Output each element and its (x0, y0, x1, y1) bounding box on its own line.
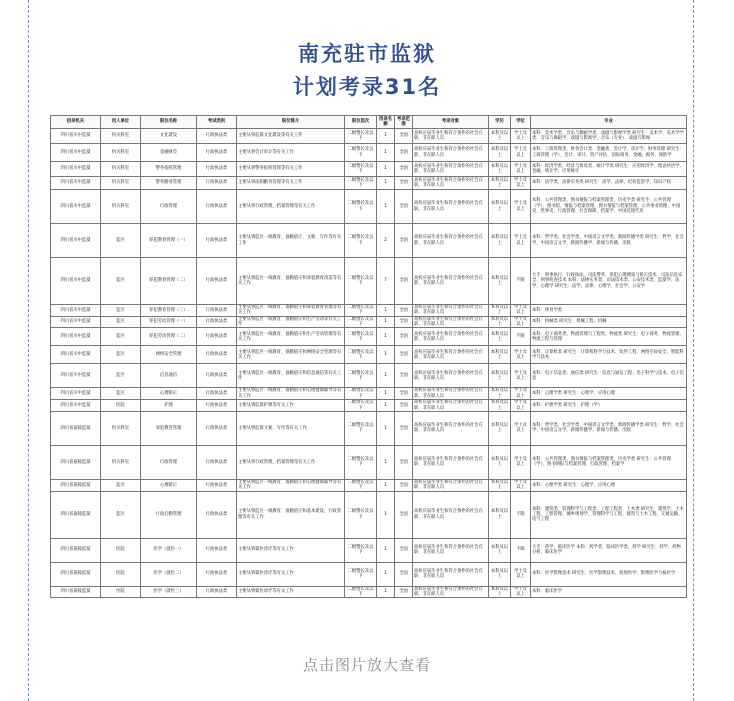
cell-major: 本科：计算机类 研究生：计算机科学与技术、软件工程、网络空间安全、智能科学与技术 (531, 346, 687, 364)
cell-education: 本科及以上 (489, 316, 511, 328)
cell-position: 心理矫正 (141, 388, 197, 400)
table-row (51, 316, 687, 328)
cell-major: 本科：护理学类 研究生：护理（学） (531, 400, 687, 412)
cell-degree: 不限 (511, 258, 531, 305)
cell-unit: 监区 (101, 224, 141, 258)
cell-unit: 监区 (101, 305, 141, 317)
cell-description: 主要从事监区一线教育、备勤值守和生产劳动等有关工作 (237, 316, 345, 328)
cell-quota: 1 (377, 411, 395, 445)
cell-level: 二级警长及以下 (345, 177, 377, 190)
cell-major: 本科：法学类、法律实务类 研究生：法学、法律、纪检监察学、知识产权 (531, 177, 687, 190)
cell-education: 本科及以上 (489, 491, 511, 538)
col-header: 学位 (511, 116, 531, 129)
cell-education: 本科及以上 (489, 400, 511, 412)
col-header: 用人单位 (101, 116, 141, 129)
cell-description: 主要从事监狱文秘、写作等有关工作 (237, 411, 345, 445)
cell-scope: 全国 (395, 445, 413, 479)
cell-quota: 1 (377, 328, 395, 346)
cell-target: 高校应届毕业生和符合条件的社会在职、非在职人员 (413, 491, 489, 538)
cell-degree: 学士及以上 (511, 411, 531, 445)
cell-agency: 四川省川中监狱 (51, 328, 101, 346)
cell-degree: 学士及以上 (511, 305, 531, 317)
cell-degree: 学士及以上 (511, 177, 531, 190)
cell-unit: 机关科室 (101, 190, 141, 224)
cell-scope: 全国 (395, 328, 413, 346)
cell-degree: 学士及以上 (511, 162, 531, 177)
cell-quota: 1 (377, 479, 395, 491)
cell-scope: 全国 (395, 162, 413, 177)
cell-description: 主要从事会计审计等有关工作 (237, 144, 345, 162)
cell-major: 本科：公共管理类、图书情报与档案管理类、历史学类 研究生：公共管理（学）、图书情报与档案管理、行政管理、档案学 (531, 445, 687, 479)
cell-description: 主要从事监区一线教育、备勤值守和心理健康辅导等有关工作 (237, 479, 345, 491)
cell-degree: 学士及以上 (511, 144, 531, 162)
cell-major: 本科：美术学类、音乐与舞蹈学类、戏剧与影视学类 研究生：美术学、美术学学类、音乐与舞蹈学、戏剧与影视学、音乐（专业）、戏剧与影视 (531, 129, 687, 144)
cell-level: 二级警长及以下 (345, 162, 377, 177)
cell-level: 二级警长及以下 (345, 305, 377, 317)
table-row (51, 364, 687, 388)
cell-quota: 1 (377, 400, 395, 412)
cell-quota: 1 (377, 538, 395, 562)
table-row (51, 190, 687, 224)
cell-position: 信息通信 (141, 364, 197, 388)
cell-scope: 全国 (395, 364, 413, 388)
cell-level: 二级警长及以下 (345, 538, 377, 562)
table-row (51, 224, 687, 258)
cell-position: 医学（就医二） (141, 562, 197, 586)
cell-position: 行政管理 (141, 445, 197, 479)
cell-unit: 机关科室 (101, 162, 141, 177)
cell-level: 二级警长及以下 (345, 445, 377, 479)
cell-education: 本科及以上 (489, 364, 511, 388)
cell-level: 二级警长及以下 (345, 144, 377, 162)
cell-quota: 1 (377, 346, 395, 364)
cell-target: 高校应届毕业生和符合条件的社会在职、非在职人员 (413, 586, 489, 598)
cell-description: 主要从事法制勤务管理等有关工作 (237, 177, 345, 190)
cell-quota: 1 (377, 586, 395, 598)
cell-exam-type: 行政执法类 (197, 400, 237, 412)
cell-description: 主要从事狱医诊疗等有关工作 (237, 562, 345, 586)
cell-quota: 1 (377, 190, 395, 224)
cell-major: 本科：电子信息类、通信类 研究生：信息与通信工程、电子科学与技术、电子信息 (531, 364, 687, 388)
cell-level: 二级警长及以下 (345, 400, 377, 412)
cell-level: 二级警长及以下 (345, 586, 377, 598)
cell-target: 高校应届毕业生和符合条件的社会在职、非在职人员 (413, 177, 489, 190)
cell-degree: 学士及以上 (511, 445, 531, 479)
cell-quota: 2 (377, 224, 395, 258)
cell-education: 本科及以上 (489, 190, 511, 224)
cell-quota: 1 (377, 445, 395, 479)
col-header: 招录名额 (377, 116, 395, 129)
cell-unit: 医院 (101, 538, 141, 562)
cell-level: 二级警长及以下 (345, 411, 377, 445)
cell-exam-type: 行政执法类 (197, 258, 237, 305)
col-header: 招录机关 (51, 116, 101, 129)
cell-exam-type: 行政执法类 (197, 479, 237, 491)
cell-education: 本科及以上 (489, 224, 511, 258)
cell-level: 二级警长及以下 (345, 479, 377, 491)
cell-agency: 四川省川中监狱 (51, 305, 101, 317)
cell-education: 本科及以上 (489, 411, 511, 445)
cell-education: 本科及以上 (489, 388, 511, 400)
cell-unit: 监区 (101, 258, 141, 305)
cell-exam-type: 行政执法类 (197, 224, 237, 258)
cell-agency: 四川省嘉陵监狱 (51, 586, 101, 598)
cell-degree: 学士及以上 (511, 190, 531, 224)
cell-scope: 全国 (395, 305, 413, 317)
cell-major: 本科：建筑类、管理科学与工程类、工程工程类、土木类 研究生：建筑学、土木工程、工程管理、城乡规划学、管理科学与工程、建筑与土木工程、交通运输、电气工程 (531, 491, 687, 538)
table-header-row (51, 116, 687, 129)
cell-exam-type: 行政执法类 (197, 144, 237, 162)
cell-education: 本科及以上 (489, 129, 511, 144)
cell-degree: 学士及以上 (511, 364, 531, 388)
table-row (51, 411, 687, 445)
cell-target: 高校应届毕业生和符合条件的社会在职、非在职人员 (413, 129, 489, 144)
cell-target: 高校应届毕业生和符合条件的社会在职、非在职人员 (413, 445, 489, 479)
cell-degree: 学士及以上 (511, 586, 531, 598)
cell-agency: 四川省川中监狱 (51, 258, 101, 305)
cell-target: 高校应届毕业生和符合条件的社会在职、非在职人员 (413, 479, 489, 491)
cell-target: 高校应届毕业生和符合条件的社会在职、非在职人员 (413, 190, 489, 224)
cell-description: 主要从事监区一线教育、备勤值守和罪犯教育管理等有关工作 (237, 305, 345, 317)
table-row (51, 346, 687, 364)
cell-position: 罪犯劳动管理（一） (141, 316, 197, 328)
cell-level: 二级警长及以下 (345, 316, 377, 328)
cell-agency: 四川省川中监狱 (51, 190, 101, 224)
cell-scope: 全国 (395, 346, 413, 364)
cell-position: 心理矫正 (141, 479, 197, 491)
cell-position: 罪犯教育管理（三） (141, 305, 197, 317)
cell-position: 罪犯教育管理（一） (141, 224, 197, 258)
cell-description: 主要从事狱医诊疗等有关工作 (237, 538, 345, 562)
table-row (51, 177, 687, 190)
cell-position: 金融财会 (141, 144, 197, 162)
cell-target: 高校应届毕业生和符合条件的社会在职、非在职人员 (413, 328, 489, 346)
table-row (51, 586, 687, 598)
table-row (51, 562, 687, 586)
cell-agency: 四川省嘉陵监狱 (51, 445, 101, 479)
cell-agency: 四川省川中监狱 (51, 224, 101, 258)
cell-agency: 四川省嘉陵监狱 (51, 562, 101, 586)
table-row (51, 129, 687, 144)
cell-quota: 1 (377, 491, 395, 538)
cell-level: 二级警长及以下 (345, 388, 377, 400)
cell-position: 警务指挥管理 (141, 162, 197, 177)
cell-target: 高校应届毕业生和符合条件的社会在职、非在职人员 (413, 316, 489, 328)
cell-description: 主要从事监区一线教育、备勤值守和基本建设、行政管理等有关工作 (237, 491, 345, 538)
cell-description: 主要从事监区一线教育、备勤值守和心理健康辅导等有关工作 (237, 388, 345, 400)
cell-target: 高校应届毕业生和符合条件的社会在职、非在职人员 (413, 144, 489, 162)
cell-major: 本科：临床医学 (531, 586, 687, 598)
cell-position: 医学（就医一） (141, 538, 197, 562)
cell-unit: 机关科室 (101, 411, 141, 445)
table-row (51, 388, 687, 400)
col-header: 职位简介 (237, 116, 345, 129)
cell-description: 主要从事监区一线教育、备勤值守和网络安全管理等有关工作 (237, 346, 345, 364)
cell-position: 警务勤务管理 (141, 177, 197, 190)
cell-target: 高校应届毕业生和符合条件的社会在职、非在职人员 (413, 538, 489, 562)
cell-education: 本科及以上 (489, 328, 511, 346)
cell-level: 二级警长及以下 (345, 364, 377, 388)
table-row (51, 445, 687, 479)
cell-major: 大专：刑事执行、行政执法、司法警务、罪犯心理测量与矫正技术、司法信息安全、刑事侦查技术 本科：法律实务类、司法技术类、公安技术类、监狱学、法学、心理学 研究生：法学、法律、心理学、社会学、公安学 (531, 258, 687, 305)
cell-scope: 全国 (395, 479, 413, 491)
cell-scope: 全国 (395, 144, 413, 162)
cell-exam-type: 行政执法类 (197, 364, 237, 388)
cell-education: 本科及以上 (489, 144, 511, 162)
cell-target: 高校应届毕业生和符合条件的社会在职、非在职人员 (413, 400, 489, 412)
click-to-enlarge-caption[interactable]: 点击图片放大查看 (302, 656, 431, 674)
cell-major: 本科：经济学类、经济与贸易类、统计学类 研究生：应用经济学、理论经济学、金融、统计学、应用统计 (531, 162, 687, 177)
cell-agency: 四川省嘉陵监狱 (51, 538, 101, 562)
cell-description: 主要从事监区一线教育、备勤值守、文秘、写作等有关工作 (237, 224, 345, 258)
cell-quota: 1 (377, 162, 395, 177)
cell-target: 高校应届毕业生和符合条件的社会在职、非在职人员 (413, 411, 489, 445)
cell-scope: 全国 (395, 491, 413, 538)
cell-quota: 1 (377, 305, 395, 317)
col-header: 考试类别 (197, 116, 237, 129)
cell-exam-type: 行政执法类 (197, 411, 237, 445)
cell-quota: 1 (377, 388, 395, 400)
cell-position: 护理 (141, 400, 197, 412)
cell-education: 本科及以上 (489, 586, 511, 598)
cell-exam-type: 行政执法类 (197, 538, 237, 562)
cell-description: 主要从事行政管理、档案管理等有关工作 (237, 445, 345, 479)
cell-agency: 四川省川中监狱 (51, 129, 101, 144)
cell-exam-type: 行政执法类 (197, 388, 237, 400)
cell-target: 高校应届毕业生和符合条件的社会在职、非在职人员 (413, 305, 489, 317)
cell-description: 主要从事行政管理、档案管理等有关工作 (237, 190, 345, 224)
table-row (51, 144, 687, 162)
cell-position: 医学（就医三） (141, 586, 197, 598)
cell-degree: 不限 (511, 328, 531, 346)
cell-target: 高校应届毕业生和符合条件的社会在职、非在职人员 (413, 258, 489, 305)
cell-quota: 1 (377, 562, 395, 586)
cell-agency: 四川省川中监狱 (51, 346, 101, 364)
cell-major: 本科：电子商务类、物流管理与工程类、物流类 研究生：电子商务、物流管理、物流工程与管理 (531, 328, 687, 346)
cell-scope: 全国 (395, 258, 413, 305)
cell-exam-type: 行政执法类 (197, 491, 237, 538)
cell-education: 本科及以上 (489, 538, 511, 562)
cell-degree: 学士及以上 (511, 388, 531, 400)
cell-unit: 监区 (101, 346, 141, 364)
cell-major: 本科：医学影像技术 研究生：医学影像技术、放射医学、影像医学与核医学 (531, 562, 687, 586)
cell-scope: 全国 (395, 190, 413, 224)
cell-scope: 全国 (395, 316, 413, 328)
cell-education: 本科及以上 (489, 346, 511, 364)
cell-education: 本科及以上 (489, 445, 511, 479)
cell-degree: 学士及以上 (511, 129, 531, 144)
cell-scope: 全国 (395, 177, 413, 190)
cell-description: 主要从事监狱护理等有关工作 (237, 400, 345, 412)
cell-position: 罪犯劳动管理（二） (141, 328, 197, 346)
cell-unit: 医院 (101, 562, 141, 586)
cell-agency: 四川省川中监狱 (51, 316, 101, 328)
cell-scope: 全国 (395, 586, 413, 598)
cell-exam-type: 行政执法类 (197, 305, 237, 317)
cell-unit: 监区 (101, 491, 141, 538)
cell-position: 网络安全管理 (141, 346, 197, 364)
cell-agency: 四川省川中监狱 (51, 400, 101, 412)
col-header: 学历 (489, 116, 511, 129)
cell-exam-type: 行政执法类 (197, 162, 237, 177)
cell-description: 主要从事警务指挥管理等有关工作 (237, 162, 345, 177)
cell-scope: 全国 (395, 562, 413, 586)
cell-position: 罪犯教育管理 (141, 411, 197, 445)
cell-unit: 机关科室 (101, 177, 141, 190)
cell-major: 本科：机械类 研究生：机械工程、机械 (531, 316, 687, 328)
cell-exam-type: 行政执法类 (197, 177, 237, 190)
page-title: 南充驻市监狱 (298, 42, 436, 66)
cell-target: 高校应届毕业生和符合条件的社会在职、非在职人员 (413, 162, 489, 177)
cell-description: 主要从事监区一线教育、备勤值守和生产劳动管理等有关工作 (237, 328, 345, 346)
cell-target: 高校应届毕业生和符合条件的社会在职、非在职人员 (413, 224, 489, 258)
cell-major: 本科：哲学类、社会学类、中国语言文学类、新闻传播学类 研究生：哲学、社会学、中国语言文学、新闻传播学、新闻与传播、出版 (531, 224, 687, 258)
cell-level: 二级警长及以下 (345, 258, 377, 305)
cell-agency: 四川省嘉陵监狱 (51, 479, 101, 491)
cell-scope: 全国 (395, 411, 413, 445)
cell-exam-type: 行政执法类 (197, 316, 237, 328)
cell-quota: 1 (377, 129, 395, 144)
cell-major: 本科：工商管理类、财务会计类、金融类、会计学、审计学、财务管理 研究生：工商管理（学）、会计、审计、资产评估、国际商务、金融、税务、保险学 (531, 144, 687, 162)
cell-level: 二级警长及以下 (345, 129, 377, 144)
table-row (51, 258, 687, 305)
cell-description: 主要从事监区一线教育、备勤值守和信息通信等有关工作 (237, 364, 345, 388)
table-row (51, 491, 687, 538)
cell-agency: 四川省川中监狱 (51, 177, 101, 190)
cell-quota: 7 (377, 258, 395, 305)
cell-major: 本科：心理学类 研究生：心理学、应用心理 (531, 479, 687, 491)
cell-description: 主要从事监狱文化建设等有关工作 (237, 129, 345, 144)
cell-exam-type: 行政执法类 (197, 328, 237, 346)
cell-quota: 1 (377, 364, 395, 388)
col-header: 专业 (531, 116, 687, 129)
cell-degree: 学士及以上 (511, 346, 531, 364)
cell-position: 罪犯教育管理（二） (141, 258, 197, 305)
cell-target: 高校应届毕业生和符合条件的社会在职、非在职人员 (413, 562, 489, 586)
cell-level: 二级警长及以下 (345, 224, 377, 258)
cell-agency: 四川省川中监狱 (51, 388, 101, 400)
cell-degree: 学士及以上 (511, 562, 531, 586)
cell-quota: 1 (377, 177, 395, 190)
cell-unit: 医院 (101, 586, 141, 598)
table-row (51, 538, 687, 562)
cell-education: 本科及以上 (489, 305, 511, 317)
recruitment-table-image[interactable] (50, 115, 686, 635)
cell-unit: 机关科室 (101, 445, 141, 479)
table-row (51, 479, 687, 491)
cell-degree: 学士及以上 (511, 224, 531, 258)
cell-major: 本科：哲学类、社会学类、中国语言文学类、新闻传播学类 研究生：哲学、社会学、中国语言文学、新闻传播学、新闻与传播、出版 (531, 411, 687, 445)
cell-scope: 全国 (395, 129, 413, 144)
cell-scope: 全国 (395, 538, 413, 562)
cell-major: 本科：公共管理类、图书情报与档案管理类、历史学类 研究生：公共管理（学）、图书馆、情报与档案管理、图书情报与档案管理、公共事业管理、中国史、世界史、行政管理、社会保障、档案学、中国近现代史 (531, 190, 687, 224)
cell-degree: 学士及以上 (511, 479, 531, 491)
cell-description: 主要从事监区一线教育、备勤值守和罪犯教育改造等有关工作 (237, 258, 345, 305)
cell-education: 本科及以上 (489, 162, 511, 177)
cell-level: 二级警长及以下 (345, 190, 377, 224)
cell-agency: 四川省嘉陵监狱 (51, 411, 101, 445)
cell-unit: 监区 (101, 364, 141, 388)
cell-degree: 不限 (511, 538, 531, 562)
cell-target: 高校应届毕业生和符合条件的社会在职、非在职人员 (413, 346, 489, 364)
cell-degree: 不限 (511, 491, 531, 538)
cell-unit: 监区 (101, 316, 141, 328)
cell-exam-type: 行政执法类 (197, 129, 237, 144)
table-row (51, 162, 687, 177)
cell-target: 高校应届毕业生和符合条件的社会在职、非在职人员 (413, 364, 489, 388)
cell-unit: 机关科室 (101, 129, 141, 144)
col-header: 考录范围 (395, 116, 413, 129)
cell-degree: 学士及以上 (511, 400, 531, 412)
cell-level: 二级警长及以下 (345, 491, 377, 538)
cell-agency: 四川省川中监狱 (51, 364, 101, 388)
cell-exam-type: 行政执法类 (197, 562, 237, 586)
cell-unit: 监区 (101, 388, 141, 400)
col-header: 职位名称 (141, 116, 197, 129)
cell-exam-type: 行政执法类 (197, 346, 237, 364)
recruitment-table (50, 115, 687, 598)
cell-unit: 医院 (101, 400, 141, 412)
cell-unit: 监区 (101, 328, 141, 346)
cell-agency: 四川省川中监狱 (51, 162, 101, 177)
table-row (51, 305, 687, 317)
col-header: 考录对象 (413, 116, 489, 129)
cell-education: 本科及以上 (489, 562, 511, 586)
cell-level: 二级警长及以下 (345, 562, 377, 586)
cell-degree: 学士及以上 (511, 316, 531, 328)
cell-quota: 1 (377, 316, 395, 328)
cell-major: 大专：药学、临床医学 本科：药学类、临床医学类、药学 研究生：药学、药物分析、临床医学 (531, 538, 687, 562)
page-subtitle: 计划考录31名 (292, 75, 442, 99)
cell-scope: 全国 (395, 224, 413, 258)
cell-exam-type: 行政执法类 (197, 190, 237, 224)
cell-agency: 四川省川中监狱 (51, 144, 101, 162)
cell-major: 本科：心理学类 研究生：心理学、应用心理 (531, 388, 687, 400)
cell-unit: 机关科室 (101, 144, 141, 162)
cell-education: 本科及以上 (489, 177, 511, 190)
cell-major: 本科：体育学类 (531, 305, 687, 317)
cell-unit: 监区 (101, 479, 141, 491)
cell-position: 行政后勤管理 (141, 491, 197, 538)
cell-level: 二级警长及以下 (345, 346, 377, 364)
cell-exam-type: 行政执法类 (197, 445, 237, 479)
cell-level: 二级警长及以下 (345, 328, 377, 346)
col-header: 职位层次 (345, 116, 377, 129)
cell-education: 本科及以上 (489, 479, 511, 491)
cell-agency: 四川省嘉陵监狱 (51, 491, 101, 538)
cell-description: 主要从事狱医诊疗等有关工作 (237, 586, 345, 598)
cell-quota: 1 (377, 144, 395, 162)
cell-education: 本科及以上 (489, 258, 511, 305)
table-row (51, 400, 687, 412)
cell-exam-type: 行政执法类 (197, 586, 237, 598)
cell-position: 文化建设 (141, 129, 197, 144)
cell-scope: 全国 (395, 388, 413, 400)
cell-scope: 全国 (395, 400, 413, 412)
cell-position: 行政管理 (141, 190, 197, 224)
table-row (51, 328, 687, 346)
cell-target: 高校应届毕业生和符合条件的社会在职、非在职人员 (413, 388, 489, 400)
